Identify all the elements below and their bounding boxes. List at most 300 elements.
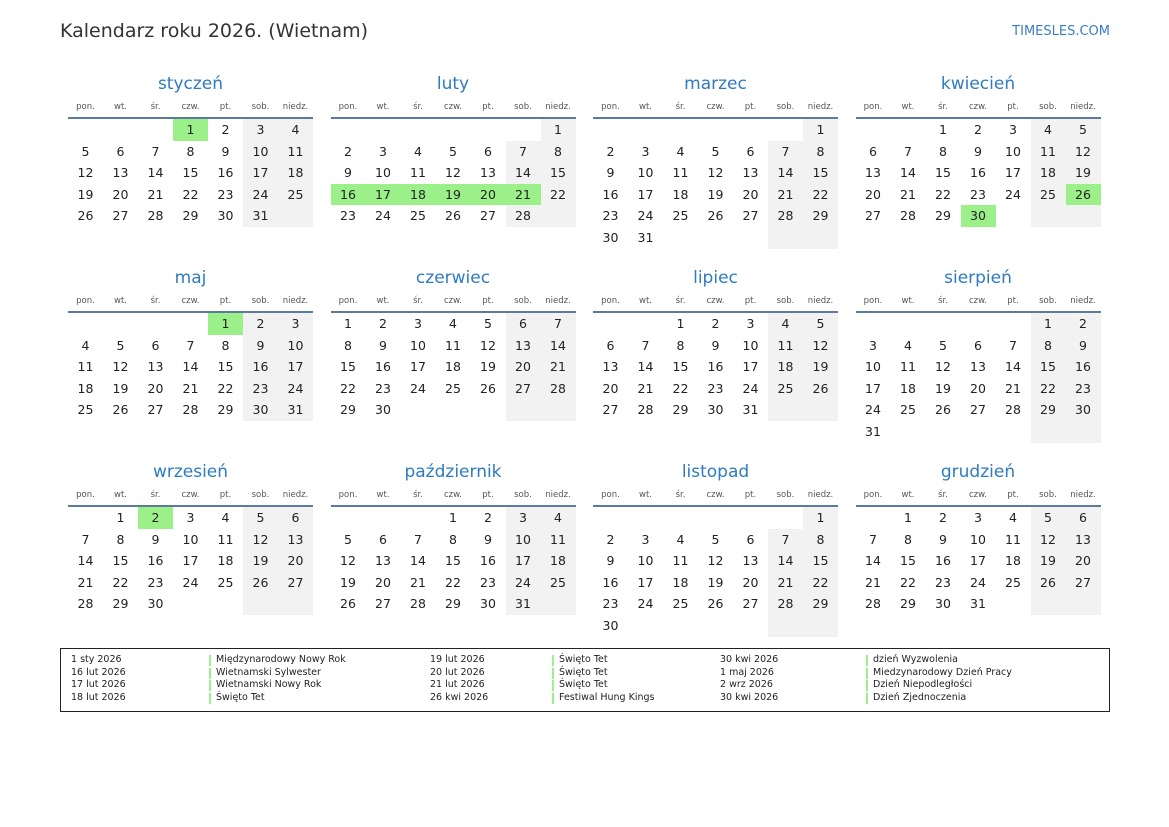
day-cell[interactable]: 9 bbox=[606, 553, 615, 569]
day-cell[interactable]: 26 bbox=[803, 378, 838, 400]
day-cell[interactable]: 15 bbox=[1031, 356, 1066, 378]
day-cell[interactable]: 21 bbox=[768, 572, 803, 594]
day-cell[interactable]: 22 bbox=[445, 574, 461, 590]
day-cell[interactable]: 6 bbox=[151, 337, 160, 353]
day-cell[interactable]: 26 bbox=[340, 596, 356, 612]
day-cell[interactable]: 23 bbox=[217, 186, 234, 202]
day-cell[interactable]: 3 bbox=[746, 316, 755, 331]
day-cell[interactable]: 24 bbox=[637, 208, 654, 224]
day-cell[interactable]: 22 bbox=[217, 380, 234, 396]
day-cell[interactable]: 23 bbox=[1066, 378, 1101, 400]
day-cell[interactable]: 20 bbox=[970, 380, 986, 396]
day-cell[interactable]: 23 bbox=[480, 574, 496, 590]
day-cell[interactable]: 10 bbox=[865, 359, 881, 375]
day-cell[interactable]: 18 bbox=[401, 184, 436, 206]
day-cell[interactable]: 15 bbox=[541, 162, 576, 184]
day-cell[interactable]: 11 bbox=[1031, 141, 1066, 163]
site-link[interactable]: TIMESLES.COM bbox=[1012, 24, 1110, 39]
day-cell[interactable]: 13 bbox=[506, 335, 541, 357]
day-cell[interactable]: 15 bbox=[217, 359, 234, 375]
day-cell[interactable]: 12 bbox=[112, 359, 129, 375]
day-cell[interactable]: 13 bbox=[865, 165, 881, 181]
day-cell[interactable]: 27 bbox=[480, 208, 496, 224]
day-cell[interactable]: 11 bbox=[410, 165, 426, 181]
day-cell[interactable]: 10 bbox=[637, 165, 654, 181]
day-cell[interactable]: 8 bbox=[449, 531, 457, 547]
day-cell[interactable]: 14 bbox=[147, 165, 164, 181]
day-cell[interactable]: 14 bbox=[900, 165, 916, 181]
day-cell[interactable]: 25 bbox=[672, 596, 689, 612]
day-cell[interactable]: 7 bbox=[641, 337, 650, 353]
day-cell[interactable]: 13 bbox=[278, 529, 313, 551]
day-cell[interactable]: 7 bbox=[414, 531, 422, 547]
day-cell[interactable]: 4 bbox=[541, 507, 576, 529]
day-cell[interactable]: 30 bbox=[961, 205, 996, 227]
day-cell[interactable]: 1 bbox=[344, 316, 352, 331]
day-cell[interactable]: 4 bbox=[1031, 119, 1066, 141]
day-cell[interactable]: 7 bbox=[1009, 337, 1017, 353]
day-cell[interactable]: 26 bbox=[1066, 184, 1101, 206]
day-cell[interactable]: 28 bbox=[182, 402, 199, 418]
day-cell[interactable]: 13 bbox=[375, 553, 391, 569]
day-cell[interactable]: 13 bbox=[147, 359, 164, 375]
day-cell[interactable]: 8 bbox=[344, 337, 352, 353]
day-cell[interactable]: 25 bbox=[410, 208, 426, 224]
day-cell[interactable]: 30 bbox=[217, 208, 234, 224]
day-cell[interactable]: 30 bbox=[602, 617, 619, 633]
day-cell[interactable]: 28 bbox=[541, 378, 576, 400]
day-cell[interactable]: 7 bbox=[186, 337, 195, 353]
day-cell[interactable]: 23 bbox=[970, 186, 986, 202]
day-cell[interactable]: 17 bbox=[865, 380, 881, 396]
day-cell[interactable]: 11 bbox=[217, 531, 234, 547]
day-cell[interactable]: 7 bbox=[869, 531, 877, 547]
day-cell[interactable]: 2 bbox=[221, 122, 230, 137]
day-cell[interactable]: 21 bbox=[768, 184, 803, 206]
day-cell[interactable]: 18 bbox=[1031, 162, 1066, 184]
day-cell[interactable]: 5 bbox=[939, 337, 947, 353]
day-cell[interactable]: 28 bbox=[900, 208, 916, 224]
day-cell[interactable]: 8 bbox=[803, 141, 838, 163]
day-cell[interactable]: 16 bbox=[147, 553, 164, 569]
day-cell[interactable]: 19 bbox=[803, 356, 838, 378]
day-cell[interactable]: 8 bbox=[221, 337, 230, 353]
day-cell[interactable]: 27 bbox=[1066, 572, 1101, 594]
day-cell[interactable]: 22 bbox=[1031, 378, 1066, 400]
day-cell[interactable]: 7 bbox=[541, 313, 576, 335]
day-cell[interactable]: 12 bbox=[340, 553, 356, 569]
day-cell[interactable]: 17 bbox=[637, 186, 654, 202]
day-cell[interactable]: 3 bbox=[278, 313, 313, 335]
day-cell[interactable]: 30 bbox=[935, 596, 951, 612]
day-cell[interactable]: 27 bbox=[147, 402, 164, 418]
day-cell[interactable]: 19 bbox=[77, 186, 94, 202]
day-cell[interactable]: 14 bbox=[768, 162, 803, 184]
day-cell[interactable]: 17 bbox=[278, 356, 313, 378]
day-cell[interactable]: 15 bbox=[803, 162, 838, 184]
day-cell[interactable]: 30 bbox=[243, 399, 278, 421]
day-cell[interactable]: 3 bbox=[1009, 122, 1017, 137]
day-cell[interactable]: 10 bbox=[278, 335, 313, 357]
day-cell[interactable]: 1 bbox=[173, 119, 208, 141]
day-cell[interactable]: 17 bbox=[506, 550, 541, 572]
day-cell[interactable]: 15 bbox=[900, 553, 916, 569]
day-cell[interactable]: 16 bbox=[1066, 356, 1101, 378]
day-cell[interactable]: 10 bbox=[243, 141, 278, 163]
day-cell[interactable]: 2 bbox=[1066, 313, 1101, 335]
day-cell[interactable]: 12 bbox=[707, 165, 724, 181]
day-cell[interactable]: 21 bbox=[182, 380, 199, 396]
day-cell[interactable]: 2 bbox=[379, 316, 387, 331]
day-cell[interactable]: 18 bbox=[672, 186, 689, 202]
day-cell[interactable]: 29 bbox=[445, 596, 461, 612]
day-cell[interactable]: 2 bbox=[484, 510, 492, 525]
day-cell[interactable]: 3 bbox=[243, 119, 278, 141]
day-cell[interactable]: 2 bbox=[344, 143, 352, 159]
day-cell[interactable]: 8 bbox=[1031, 335, 1066, 357]
day-cell[interactable]: 30 bbox=[480, 596, 496, 612]
day-cell[interactable]: 21 bbox=[506, 184, 541, 206]
day-cell[interactable]: 14 bbox=[768, 550, 803, 572]
day-cell[interactable]: 29 bbox=[112, 596, 129, 612]
day-cell[interactable]: 1 bbox=[803, 507, 838, 529]
day-cell[interactable]: 9 bbox=[939, 531, 947, 547]
day-cell[interactable]: 29 bbox=[803, 205, 838, 227]
day-cell[interactable]: 8 bbox=[803, 529, 838, 551]
day-cell[interactable]: 15 bbox=[672, 359, 689, 375]
day-cell[interactable]: 1 bbox=[939, 122, 947, 137]
day-cell[interactable]: 18 bbox=[278, 162, 313, 184]
day-cell[interactable]: 28 bbox=[506, 205, 541, 227]
day-cell[interactable]: 10 bbox=[410, 337, 426, 353]
day-cell[interactable]: 6 bbox=[278, 507, 313, 529]
day-cell[interactable]: 27 bbox=[865, 208, 881, 224]
day-cell[interactable]: 27 bbox=[278, 572, 313, 594]
day-cell[interactable]: 30 bbox=[375, 402, 391, 418]
day-cell[interactable]: 10 bbox=[375, 165, 391, 181]
day-cell[interactable]: 5 bbox=[1066, 119, 1101, 141]
day-cell[interactable]: 24 bbox=[865, 402, 881, 418]
day-cell[interactable]: 24 bbox=[410, 380, 426, 396]
day-cell[interactable]: 22 bbox=[935, 186, 951, 202]
day-cell[interactable]: 25 bbox=[672, 208, 689, 224]
day-cell[interactable]: 25 bbox=[77, 402, 94, 418]
day-cell[interactable]: 23 bbox=[243, 378, 278, 400]
day-cell[interactable]: 1 bbox=[449, 510, 457, 525]
day-cell[interactable]: 28 bbox=[410, 596, 426, 612]
day-cell[interactable]: 1 bbox=[803, 119, 838, 141]
day-cell[interactable]: 16 bbox=[375, 359, 391, 375]
day-cell[interactable]: 25 bbox=[768, 378, 803, 400]
day-cell[interactable]: 6 bbox=[484, 143, 492, 159]
day-cell[interactable]: 11 bbox=[672, 553, 689, 569]
day-cell[interactable]: 5 bbox=[116, 337, 125, 353]
day-cell[interactable]: 27 bbox=[970, 402, 986, 418]
day-cell[interactable]: 8 bbox=[186, 143, 195, 159]
day-cell[interactable]: 9 bbox=[484, 531, 492, 547]
day-cell[interactable]: 24 bbox=[506, 572, 541, 594]
day-cell[interactable]: 3 bbox=[379, 143, 387, 159]
day-cell[interactable]: 26 bbox=[112, 402, 129, 418]
day-cell[interactable]: 20 bbox=[506, 356, 541, 378]
day-cell[interactable]: 19 bbox=[707, 574, 724, 590]
day-cell[interactable]: 3 bbox=[641, 143, 650, 159]
day-cell[interactable]: 13 bbox=[1066, 529, 1101, 551]
day-cell[interactable]: 20 bbox=[742, 186, 759, 202]
day-cell[interactable]: 13 bbox=[742, 553, 759, 569]
day-cell[interactable]: 9 bbox=[344, 165, 352, 181]
day-cell[interactable]: 26 bbox=[935, 402, 951, 418]
day-cell[interactable]: 4 bbox=[414, 143, 422, 159]
day-cell[interactable]: 30 bbox=[602, 229, 619, 245]
day-cell[interactable]: 13 bbox=[602, 359, 619, 375]
day-cell[interactable]: 25 bbox=[278, 184, 313, 206]
day-cell[interactable]: 20 bbox=[865, 186, 881, 202]
day-cell[interactable]: 12 bbox=[77, 165, 94, 181]
day-cell[interactable]: 19 bbox=[243, 550, 278, 572]
day-cell[interactable]: 19 bbox=[112, 380, 129, 396]
day-cell[interactable]: 5 bbox=[243, 507, 278, 529]
day-cell[interactable]: 6 bbox=[606, 337, 615, 353]
day-cell[interactable]: 3 bbox=[186, 510, 195, 525]
day-cell[interactable]: 14 bbox=[541, 335, 576, 357]
day-cell[interactable]: 11 bbox=[672, 165, 689, 181]
day-cell[interactable]: 12 bbox=[480, 337, 496, 353]
day-cell[interactable]: 12 bbox=[243, 529, 278, 551]
day-cell[interactable]: 21 bbox=[900, 186, 916, 202]
day-cell[interactable]: 27 bbox=[742, 596, 759, 612]
day-cell[interactable]: 10 bbox=[1005, 143, 1021, 159]
day-cell[interactable]: 5 bbox=[344, 531, 352, 547]
day-cell[interactable]: 25 bbox=[1031, 184, 1066, 206]
day-cell[interactable]: 7 bbox=[904, 143, 912, 159]
day-cell[interactable]: 22 bbox=[541, 184, 576, 206]
day-cell[interactable]: 7 bbox=[506, 141, 541, 163]
day-cell[interactable]: 27 bbox=[375, 596, 391, 612]
day-cell[interactable]: 20 bbox=[471, 184, 506, 206]
day-cell[interactable]: 11 bbox=[278, 141, 313, 163]
day-cell[interactable]: 16 bbox=[970, 165, 986, 181]
day-cell[interactable]: 19 bbox=[436, 184, 471, 206]
day-cell[interactable]: 8 bbox=[541, 141, 576, 163]
day-cell[interactable]: 30 bbox=[147, 596, 164, 612]
day-cell[interactable]: 31 bbox=[970, 596, 986, 612]
day-cell[interactable]: 16 bbox=[217, 165, 234, 181]
day-cell[interactable]: 15 bbox=[935, 165, 951, 181]
day-cell[interactable]: 29 bbox=[182, 208, 199, 224]
day-cell[interactable]: 15 bbox=[445, 553, 461, 569]
day-cell[interactable]: 26 bbox=[445, 208, 461, 224]
day-cell[interactable]: 4 bbox=[676, 531, 685, 547]
day-cell[interactable]: 6 bbox=[379, 531, 387, 547]
day-cell[interactable]: 4 bbox=[676, 143, 685, 159]
day-cell[interactable]: 31 bbox=[742, 402, 759, 418]
day-cell[interactable]: 9 bbox=[221, 143, 230, 159]
day-cell[interactable]: 11 bbox=[768, 335, 803, 357]
day-cell[interactable]: 12 bbox=[1066, 141, 1101, 163]
day-cell[interactable]: 5 bbox=[81, 143, 90, 159]
day-cell[interactable]: 22 bbox=[112, 574, 129, 590]
day-cell[interactable]: 2 bbox=[974, 122, 982, 137]
day-cell[interactable]: 12 bbox=[935, 359, 951, 375]
day-cell[interactable]: 4 bbox=[768, 313, 803, 335]
day-cell[interactable]: 14 bbox=[182, 359, 199, 375]
day-cell[interactable]: 21 bbox=[410, 574, 426, 590]
day-cell[interactable]: 22 bbox=[803, 184, 838, 206]
day-cell[interactable]: 15 bbox=[340, 359, 356, 375]
day-cell[interactable]: 31 bbox=[506, 593, 541, 615]
day-cell[interactable]: 9 bbox=[974, 143, 982, 159]
day-cell[interactable]: 20 bbox=[112, 186, 129, 202]
day-cell[interactable]: 1 bbox=[541, 119, 576, 141]
day-cell[interactable]: 2 bbox=[138, 507, 173, 529]
day-cell[interactable]: 29 bbox=[935, 208, 951, 224]
day-cell[interactable]: 2 bbox=[939, 510, 947, 525]
day-cell[interactable]: 10 bbox=[742, 337, 759, 353]
day-cell[interactable]: 9 bbox=[1066, 335, 1101, 357]
day-cell[interactable]: 20 bbox=[1066, 550, 1101, 572]
day-cell[interactable]: 13 bbox=[112, 165, 129, 181]
day-cell[interactable]: 8 bbox=[676, 337, 685, 353]
day-cell[interactable]: 18 bbox=[900, 380, 916, 396]
day-cell[interactable]: 21 bbox=[1005, 380, 1021, 396]
day-cell[interactable]: 16 bbox=[243, 356, 278, 378]
day-cell[interactable]: 23 bbox=[935, 574, 951, 590]
day-cell[interactable]: 31 bbox=[278, 399, 313, 421]
day-cell[interactable]: 13 bbox=[742, 165, 759, 181]
day-cell[interactable]: 18 bbox=[77, 380, 94, 396]
day-cell[interactable]: 24 bbox=[637, 596, 654, 612]
day-cell[interactable]: 25 bbox=[541, 572, 576, 594]
day-cell[interactable]: 19 bbox=[1031, 550, 1066, 572]
day-cell[interactable]: 7 bbox=[768, 141, 803, 163]
day-cell[interactable]: 16 bbox=[935, 553, 951, 569]
day-cell[interactable]: 18 bbox=[768, 356, 803, 378]
day-cell[interactable]: 29 bbox=[803, 593, 838, 615]
day-cell[interactable]: 14 bbox=[506, 162, 541, 184]
day-cell[interactable]: 4 bbox=[221, 510, 230, 525]
day-cell[interactable]: 4 bbox=[81, 337, 90, 353]
day-cell[interactable]: 26 bbox=[1031, 572, 1066, 594]
day-cell[interactable]: 12 bbox=[1031, 529, 1066, 551]
day-cell[interactable]: 5 bbox=[711, 531, 720, 547]
day-cell[interactable]: 15 bbox=[803, 550, 838, 572]
day-cell[interactable]: 19 bbox=[1066, 162, 1101, 184]
day-cell[interactable]: 7 bbox=[81, 531, 90, 547]
day-cell[interactable]: 27 bbox=[506, 378, 541, 400]
day-cell[interactable]: 15 bbox=[182, 165, 199, 181]
day-cell[interactable]: 22 bbox=[900, 574, 916, 590]
day-cell[interactable]: 19 bbox=[480, 359, 496, 375]
day-cell[interactable]: 6 bbox=[974, 337, 982, 353]
day-cell[interactable]: 3 bbox=[641, 531, 650, 547]
day-cell[interactable]: 21 bbox=[865, 574, 881, 590]
day-cell[interactable]: 14 bbox=[77, 553, 94, 569]
day-cell[interactable]: 23 bbox=[602, 596, 619, 612]
day-cell[interactable]: 18 bbox=[541, 550, 576, 572]
day-cell[interactable]: 14 bbox=[637, 359, 654, 375]
day-cell[interactable]: 9 bbox=[379, 337, 387, 353]
day-cell[interactable]: 16 bbox=[480, 553, 496, 569]
day-cell[interactable]: 6 bbox=[746, 531, 755, 547]
day-cell[interactable]: 3 bbox=[974, 510, 982, 525]
day-cell[interactable]: 31 bbox=[865, 423, 881, 439]
day-cell[interactable]: 30 bbox=[1066, 399, 1101, 421]
day-cell[interactable]: 14 bbox=[865, 553, 881, 569]
day-cell[interactable]: 4 bbox=[278, 119, 313, 141]
day-cell[interactable]: 9 bbox=[151, 531, 160, 547]
day-cell[interactable]: 2 bbox=[711, 316, 720, 331]
day-cell[interactable]: 11 bbox=[445, 337, 461, 353]
day-cell[interactable]: 18 bbox=[1005, 553, 1021, 569]
day-cell[interactable]: 12 bbox=[445, 165, 461, 181]
day-cell[interactable]: 17 bbox=[1005, 165, 1021, 181]
day-cell[interactable]: 9 bbox=[711, 337, 720, 353]
day-cell[interactable]: 9 bbox=[243, 335, 278, 357]
day-cell[interactable]: 28 bbox=[768, 205, 803, 227]
day-cell[interactable]: 26 bbox=[707, 596, 724, 612]
day-cell[interactable]: 20 bbox=[602, 380, 619, 396]
day-cell[interactable]: 27 bbox=[742, 208, 759, 224]
day-cell[interactable]: 5 bbox=[803, 313, 838, 335]
day-cell[interactable]: 10 bbox=[970, 531, 986, 547]
day-cell[interactable]: 24 bbox=[742, 380, 759, 396]
day-cell[interactable]: 19 bbox=[935, 380, 951, 396]
day-cell[interactable]: 11 bbox=[1005, 531, 1021, 547]
day-cell[interactable]: 20 bbox=[742, 574, 759, 590]
day-cell[interactable]: 29 bbox=[1031, 399, 1066, 421]
day-cell[interactable]: 1 bbox=[208, 313, 243, 335]
day-cell[interactable]: 6 bbox=[506, 313, 541, 335]
day-cell[interactable]: 3 bbox=[506, 507, 541, 529]
day-cell[interactable]: 31 bbox=[637, 229, 654, 245]
day-cell[interactable]: 5 bbox=[1031, 507, 1066, 529]
day-cell[interactable]: 17 bbox=[742, 359, 759, 375]
day-cell[interactable]: 9 bbox=[606, 165, 615, 181]
day-cell[interactable]: 3 bbox=[869, 337, 877, 353]
day-cell[interactable]: 29 bbox=[672, 402, 689, 418]
day-cell[interactable]: 24 bbox=[970, 574, 986, 590]
day-cell[interactable]: 21 bbox=[147, 186, 164, 202]
day-cell[interactable]: 26 bbox=[707, 208, 724, 224]
day-cell[interactable]: 17 bbox=[243, 162, 278, 184]
day-cell[interactable]: 21 bbox=[637, 380, 654, 396]
day-cell[interactable]: 24 bbox=[375, 208, 391, 224]
day-cell[interactable]: 23 bbox=[147, 574, 164, 590]
day-cell[interactable]: 17 bbox=[970, 553, 986, 569]
day-cell[interactable]: 18 bbox=[672, 574, 689, 590]
day-cell[interactable]: 1 bbox=[1031, 313, 1066, 335]
day-cell[interactable]: 2 bbox=[243, 313, 278, 335]
day-cell[interactable]: 22 bbox=[672, 380, 689, 396]
day-cell[interactable]: 25 bbox=[1005, 574, 1021, 590]
day-cell[interactable]: 6 bbox=[746, 143, 755, 159]
day-cell[interactable]: 4 bbox=[904, 337, 912, 353]
day-cell[interactable]: 31 bbox=[243, 205, 278, 227]
day-cell[interactable]: 11 bbox=[541, 529, 576, 551]
day-cell[interactable]: 16 bbox=[331, 184, 366, 206]
day-cell[interactable]: 22 bbox=[340, 380, 356, 396]
day-cell[interactable]: 16 bbox=[602, 574, 619, 590]
day-cell[interactable]: 27 bbox=[602, 402, 619, 418]
day-cell[interactable]: 18 bbox=[217, 553, 234, 569]
day-cell[interactable]: 1 bbox=[676, 316, 685, 331]
day-cell[interactable]: 8 bbox=[904, 531, 912, 547]
day-cell[interactable]: 24 bbox=[278, 378, 313, 400]
day-cell[interactable]: 29 bbox=[217, 402, 234, 418]
day-cell[interactable]: 28 bbox=[637, 402, 654, 418]
day-cell[interactable]: 11 bbox=[77, 359, 94, 375]
